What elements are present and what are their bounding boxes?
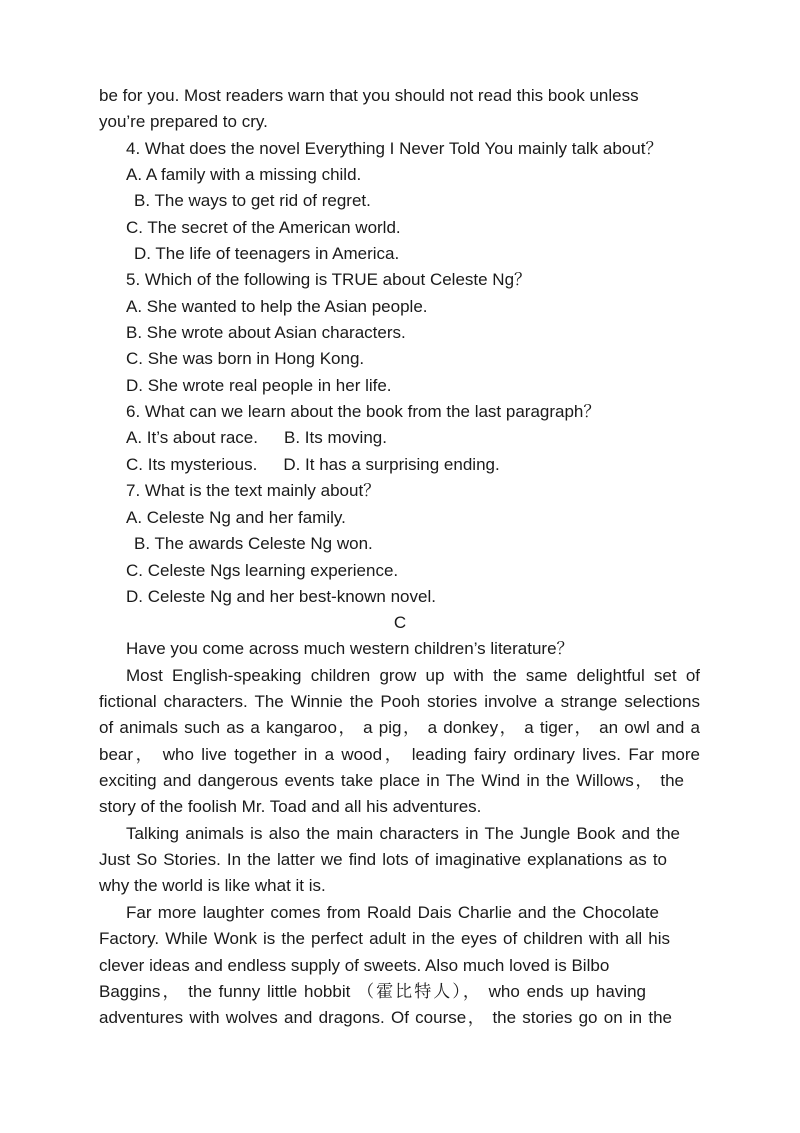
question-4-option-d: D. The life of teenagers in America. [134, 244, 400, 263]
question-6-option-c: C. Its mysterious. [126, 455, 258, 474]
question-5-option-d: D. She wrote real people in her life. [126, 376, 392, 395]
question-6-options-ab [126, 428, 387, 448]
paragraph-line: Most English-speaking children grow up with the same delightful set of [126, 666, 700, 685]
question-6-stem: 6. What can we learn about the book from the last paragraph？ [126, 402, 601, 421]
paragraph-line: why the world is like what it is. [99, 876, 326, 895]
paragraph-line: of animals such as a kangaroo， a pig， a donkey， a tiger， an owl and a [99, 718, 700, 737]
question-7-option-a: A. Celeste Ng and her family. [126, 508, 346, 527]
question-6-options-cd [126, 455, 500, 475]
paragraph-line: Just So Stories. In the latter we find lots of imaginative explanations as to [99, 850, 667, 869]
question-7-option-d: D. Celeste Ng and her best-known novel. [126, 587, 436, 606]
question-4-stem: 4. What does the novel Everything I Never Told You mainly talk about？ [126, 139, 663, 158]
question-7-option-c: C. Celeste Ngs learning experience. [126, 561, 399, 580]
paragraph-line: exciting and dangerous events take place in The Wind in the Willows， the [99, 771, 684, 790]
question-4-option-a: A. A family with a missing child. [126, 165, 362, 184]
paragraph-line: story of the foolish Mr. Toad and all his adventures. [99, 797, 482, 816]
question-5-option-c: C. She was born in Hong Kong. [126, 349, 365, 368]
question-5-option-a: A. She wanted to help the Asian people. [126, 297, 428, 316]
paragraph-line: clever ideas and endless supply of sweets. Also much loved is Bilbo [99, 956, 610, 975]
question-7-option-b: B. The awards Celeste Ng won. [134, 534, 373, 553]
paragraph-line: adventures with wolves and dragons. Of course， the stories go on in the [99, 1008, 672, 1027]
section-intro: Have you come across much western children’s literature？ [126, 639, 574, 658]
paragraph-line: Factory. While Wonk is the perfect adult in the eyes of children with all his [99, 929, 670, 948]
question-5-stem: 5. Which of the following is TRUE about Celeste Ng？ [126, 270, 532, 289]
question-5-option-b: B. She wrote about Asian characters. [126, 323, 406, 342]
paragraph-line: Talking animals is also the main characters in The Jungle Book and the [126, 824, 680, 843]
question-4-option-b: B. The ways to get rid of regret. [134, 191, 371, 210]
section-heading: C [393, 613, 407, 632]
paragraph-line: Far more laughter comes from Roald Dais Charlie and the Chocolate [126, 903, 659, 922]
paragraph-line: Baggins， the funny little hobbit （霍比特人）， who ends up having [99, 982, 646, 1001]
passage-line: be for you. Most readers warn that you should not read this book unless [99, 86, 639, 105]
paragraph-line: fictional characters. The Winnie the Pooh stories involve a strange selections [99, 692, 700, 711]
passage-line: you’re prepared to cry. [99, 112, 268, 131]
question-7-stem: 7. What is the text mainly about？ [126, 481, 381, 500]
question-6-option-b: B. Its moving. [283, 428, 387, 447]
paragraph-line: bear， who live together in a wood， leading fairy ordinary lives. Far more [99, 745, 700, 764]
question-6-option-a: A. It’s about race. [126, 428, 258, 447]
question-4-option-c: C. The secret of the American world. [126, 218, 401, 237]
question-6-option-d: D. It has a surprising ending. [283, 455, 500, 474]
